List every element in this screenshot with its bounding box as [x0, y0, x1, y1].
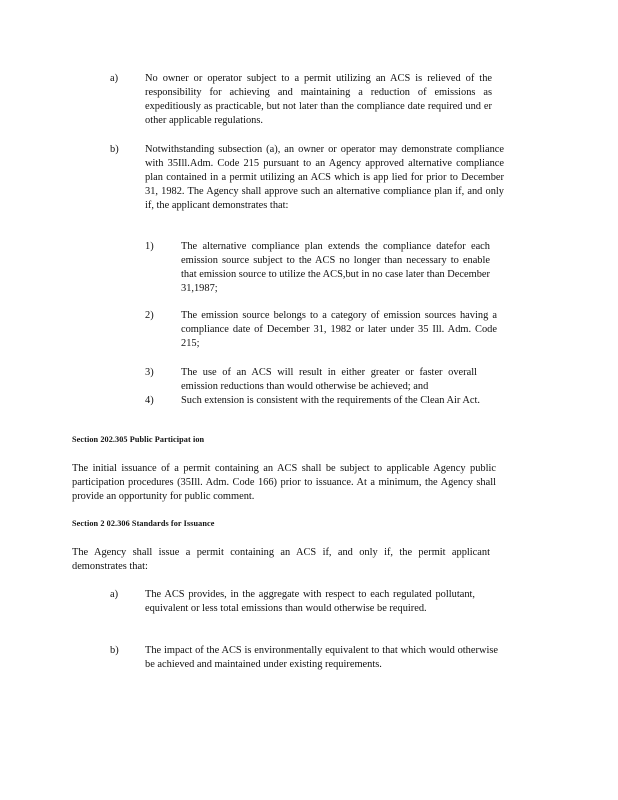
section-heading-306: Section 2 02.306 Standards for Issuance	[72, 519, 215, 528]
list-item-label: a)	[110, 589, 119, 600]
list-item-label: 1)	[145, 241, 154, 252]
section-b-label: b)	[110, 144, 119, 155]
section-b-text: Notwithstanding subsection (a), an owner or operator may demonstrate compliance with 35Ill.Adm. Code 215 pursuant to an Agency approved alternative compliance plan contained in a permit utilizing an ACS which is app lied for prior to December 31, 1982. The Agency shall approve such an alternative compliance plan if, and only if, the applicant demonstrates that:	[145, 144, 504, 211]
list-item-text: The emission source belongs to a category of emission sources having a compliance date of December 31, 1982 or later under 35 Ill. Adm. Code 215;	[181, 310, 497, 349]
section-305-text: The initial issuance of a permit containing an ACS shall be subject to applicable Agency public participation procedures (35Ill. Adm. Code 166) prior to issuance. At a minimum, the Agency shall provide an opportunity for public comment.	[72, 463, 496, 502]
section-heading-305: Section 202.305 Public Participat ion	[72, 435, 205, 444]
list-item-text: The use of an ACS will result in either greater or faster overall emission reductions than would otherwise be achieved; and	[181, 367, 477, 392]
list-item-label: 4)	[145, 395, 154, 406]
list-item-label: b)	[110, 645, 119, 656]
list-item-label: 2)	[145, 310, 154, 321]
list-item-text: Such extension is consistent with the requirements of the Clean Air Act.	[181, 395, 480, 406]
section-306-intro: The Agency shall issue a permit containing an ACS if, and only if, the permit applicant demonstrates that:	[72, 547, 490, 572]
list-item-label: 3)	[145, 367, 154, 378]
section-a-label: a)	[110, 73, 119, 84]
list-item-text: The alternative compliance plan extends the compliance datefor each emission source subject to the ACS no longer than necessary to enable that emission source to utilize the ACS,but in no case later than December 31,1987;	[181, 241, 490, 294]
list-item-text: The impact of the ACS is environmentally equivalent to that which would otherwise be achieved and maintained under existing requirements.	[145, 645, 498, 670]
list-item-text: The ACS provides, in the aggregate with respect to each regulated pollutant, equivalent or less total emissions than would otherwise be required.	[145, 589, 475, 614]
section-a-text: No owner or operator subject to a permit utilizing an ACS is relieved of the responsibility for achieving and maintaining a reduction of emissions as expeditiously as practicable, but not later than the compliance date required und er other applicable regulations.	[145, 73, 492, 126]
